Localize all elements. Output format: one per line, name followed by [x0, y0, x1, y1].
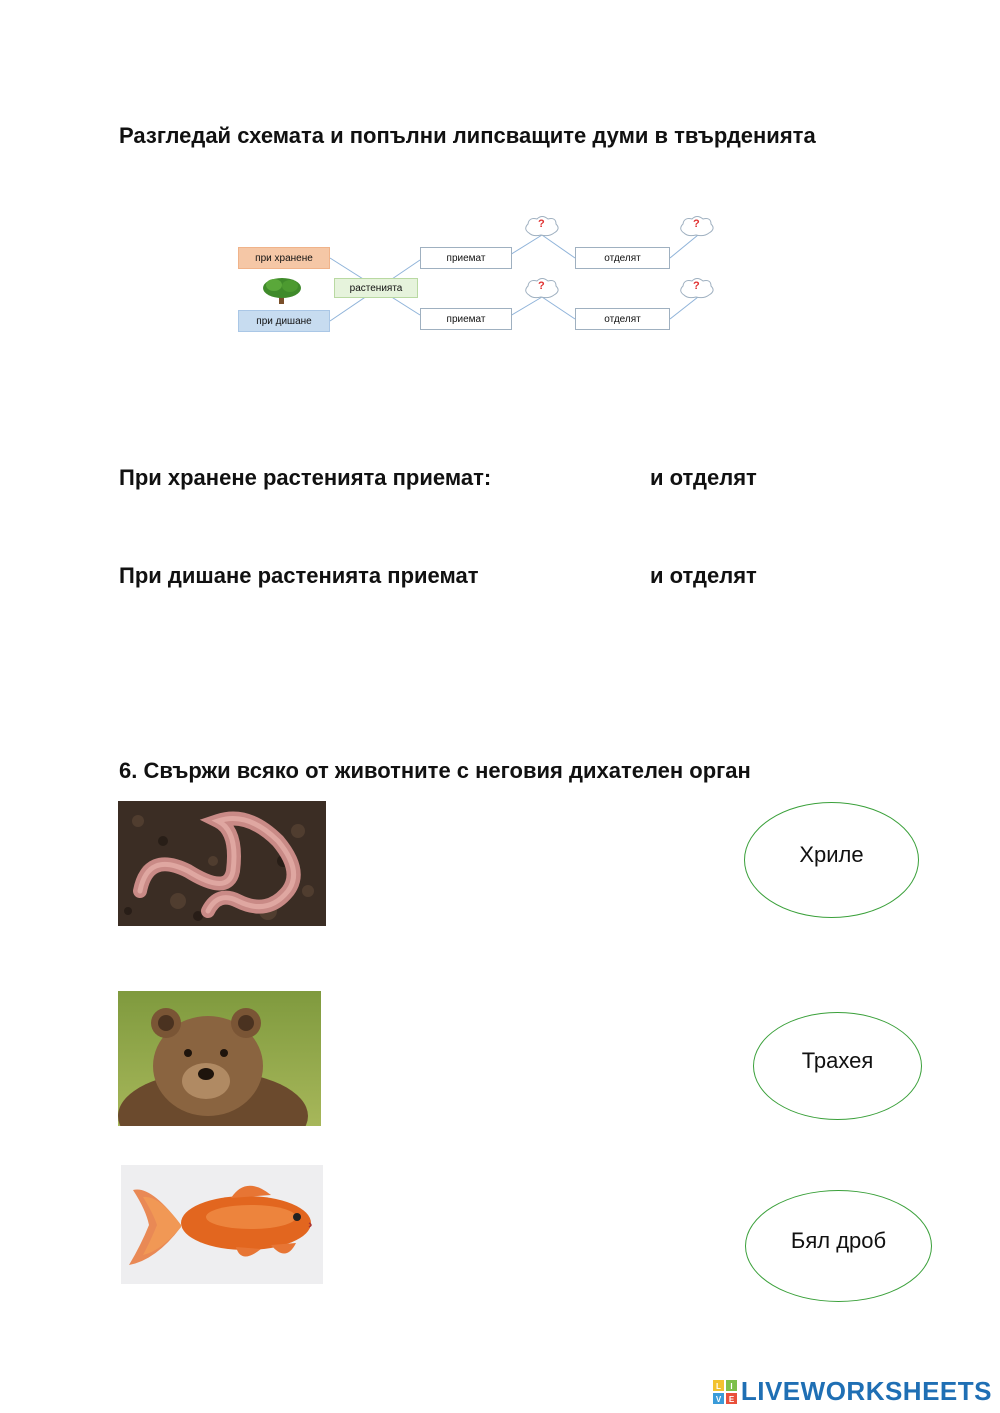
goldfish-photo[interactable] — [121, 1165, 323, 1284]
logo-text: LIVEWORKSHEETS — [740, 1376, 992, 1406]
answer-field-breathing-intake[interactable] — [515, 560, 640, 590]
scheme-diagram — [230, 205, 750, 345]
organ-gills-label: Хриле — [799, 842, 864, 867]
question-mark: ? — [693, 218, 700, 230]
task6-heading: 6. Свържи всяко от животните с неговия дихателен орган — [119, 758, 751, 783]
answer-field-feeding-release[interactable] — [770, 462, 920, 492]
badge-letter: E — [728, 1394, 735, 1404]
question-mark: ? — [693, 280, 700, 292]
logo-badge-icon — [713, 1380, 737, 1404]
organ-trachea-label: Трахея — [801, 1048, 874, 1073]
earthworm-photo[interactable] — [118, 801, 326, 926]
sentence-feeding-release: и отделят — [650, 465, 757, 490]
question-mark: ? — [538, 218, 545, 230]
organ-trachea-oval[interactable] — [753, 1012, 922, 1120]
badge-letter: I — [730, 1381, 733, 1391]
question-cloud — [523, 277, 561, 301]
sentence-feeding-intake: При хранене растенията приемат: — [119, 465, 492, 490]
diagram-release-box-1: отделят — [575, 247, 670, 269]
sentence-breathing-release: и отделят — [650, 563, 757, 588]
badge-letter: V — [715, 1394, 722, 1404]
page-title: Разгледай схемата и попълни липсващите думи в твърденията — [119, 123, 816, 148]
diagram-plants-box: растенията — [334, 278, 418, 298]
question-mark: ? — [538, 280, 545, 292]
question-cloud — [678, 277, 716, 301]
badge-letter: L — [715, 1381, 721, 1391]
question-cloud — [678, 215, 716, 239]
answer-field-feeding-intake[interactable] — [525, 462, 640, 492]
organ-lung-oval[interactable] — [745, 1190, 932, 1302]
question-cloud — [523, 215, 561, 239]
organ-lung-label: Бял дроб — [790, 1228, 887, 1253]
sentence-breathing-intake: При дишане растенията приемат — [119, 563, 479, 588]
diagram-release-box-2: отделят — [575, 308, 670, 330]
diagram-feeding-box: при хранене — [238, 247, 330, 269]
organ-gills-oval[interactable] — [744, 802, 919, 918]
answer-field-breathing-release[interactable] — [770, 560, 920, 590]
tree-icon — [260, 277, 304, 305]
diagram-intake-box-2: приемат — [420, 308, 512, 330]
liveworksheets-logo — [713, 1376, 992, 1407]
bear-photo[interactable] — [118, 991, 321, 1126]
diagram-intake-box-1: приемат — [420, 247, 512, 269]
diagram-breathing-box: при дишане — [238, 310, 330, 332]
